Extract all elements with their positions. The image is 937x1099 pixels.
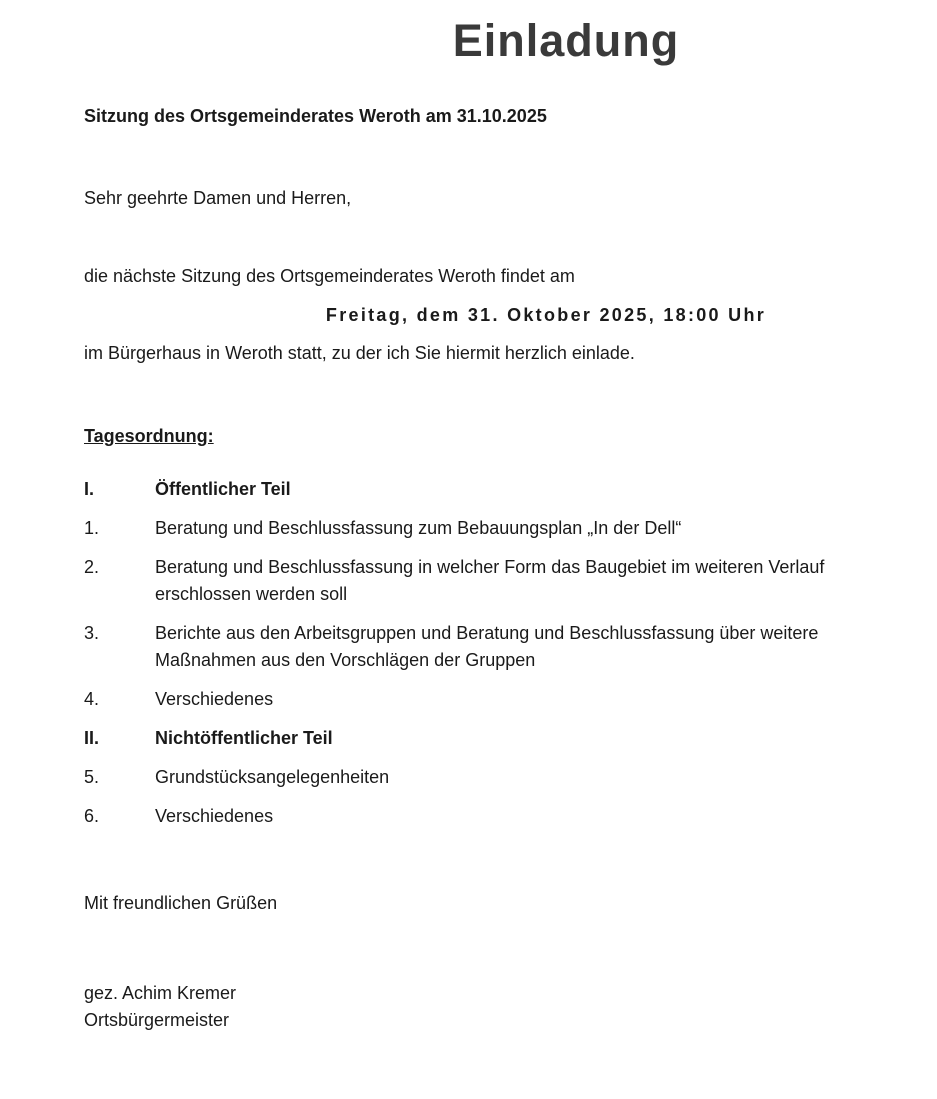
agenda-item-4 [84,686,897,713]
signature-title: Ortsbürgermeister [84,1010,230,1030]
agenda-item-label: II. [84,728,100,748]
meeting-datetime: Freitag, dem 31. Oktober 2025, 18:00 Uhr [325,305,767,325]
signature-block [84,980,897,1034]
signature-name: gez. Achim Kremer [84,983,237,1003]
agenda-item-1 [84,515,897,542]
agenda-item-text: Grundstücksangelegenheiten [155,767,390,787]
agenda-item-label: 3. [84,623,100,643]
agenda-list [84,476,897,830]
intro-paragraph: die nächste Sitzung des Ortsgemeinderates Weroth findet am [84,266,575,286]
agenda-item-text: Verschiedenes [155,689,274,709]
agenda-item-section-public [84,476,897,503]
agenda-item-label: 4. [84,689,100,709]
agenda-item-3 [84,620,897,674]
agenda-item-6 [84,803,897,830]
agenda-item-text: Nichtöffentlicher Teil [155,728,333,748]
agenda-heading: Tagesordnung: [84,426,214,446]
document-title: Einladung [452,15,680,66]
agenda-item-label: I. [84,479,95,499]
meeting-location-line: im Bürgerhaus in Weroth statt, zu der ich Sie hiermit herzlich einlade. [84,343,635,363]
agenda-item-label: 6. [84,806,100,826]
agenda-item-text: Beratung und Beschlussfassung zum Bebauungsplan „In der Dell“ [155,518,682,538]
closing-phrase: Mit freundlichen Grüßen [84,893,278,913]
agenda-item-2 [84,554,897,608]
meeting-subject-line: Sitzung des Ortsgemeinderates Weroth am 31.10.2025 [84,106,547,126]
agenda-item-text: Öffentlicher Teil [155,479,291,499]
agenda-item-text: Verschiedenes [155,806,274,826]
agenda-item-label: 5. [84,767,100,787]
document-body [0,105,937,1034]
agenda-item-section-nonpublic [84,725,897,752]
agenda-item-5 [84,764,897,791]
agenda-item-text: Berichte aus den Arbeitsgruppen und Beratung und Beschlussfassung über weitere Maßnahmen aus den Vorschlägen der Gruppen [155,623,819,670]
agenda-item-label: 2. [84,557,100,577]
agenda-item-text: Beratung und Beschlussfassung in welcher Form das Baugebiet im weiteren Verlauf erschlossen werden soll [155,557,825,604]
salutation: Sehr geehrte Damen und Herren, [84,188,352,208]
agenda-item-label: 1. [84,518,100,538]
